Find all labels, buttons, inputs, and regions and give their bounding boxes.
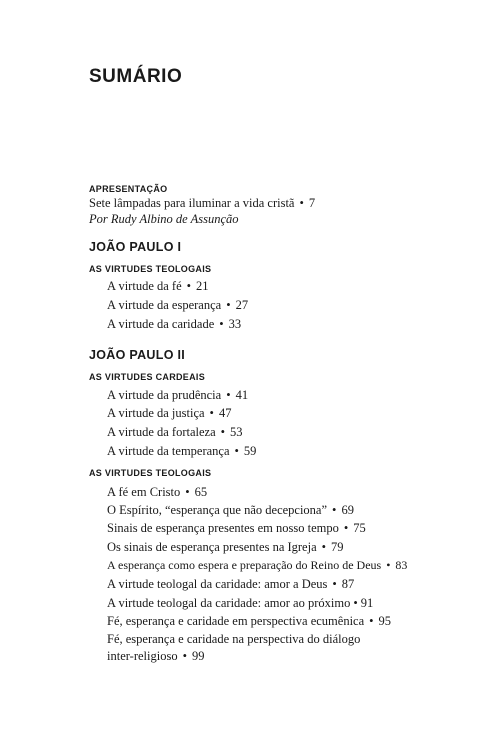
bullet-separator: • [219, 317, 224, 331]
bullet-separator: • [234, 444, 239, 458]
section-label-cardeais: AS VIRTUDES CARDEAIS [89, 372, 206, 382]
toc-entry-title: A virtude da prudência [107, 388, 222, 402]
toc-entry-page: 69 [341, 503, 354, 517]
toc-entry[interactable] [89, 196, 315, 211]
toc-entry[interactable] [107, 388, 248, 403]
toc-entry-title: A esperança como espera e preparação do Reino de Deus [107, 558, 382, 572]
bullet-separator: • [186, 279, 192, 293]
bullet-separator: • [321, 540, 327, 554]
bullet-separator: • [220, 425, 226, 439]
part-heading-jp1: JOÃO PAULO I [89, 240, 182, 254]
toc-entry[interactable] [107, 406, 231, 421]
toc-entry[interactable] [107, 521, 366, 536]
toc-entry-title: A virtude teologal da caridade: amor a Deus [107, 577, 328, 591]
toc-entry-page: 53 [230, 425, 243, 439]
toc-entry-title: A virtude da justiça [107, 406, 205, 420]
toc-entry-page: 83 [395, 558, 408, 572]
toc-entry-title: O Espírito, “esperança que não decepciona” [107, 503, 328, 517]
toc-entry[interactable] [107, 279, 209, 294]
toc-entry[interactable] [107, 485, 207, 500]
toc-entry[interactable] [107, 503, 354, 518]
toc-entry-page: 99 [191, 649, 205, 663]
toc-entry-page: 65 [194, 485, 208, 499]
toc-entry-page: 59 [243, 444, 257, 458]
toc-entry[interactable] [107, 444, 256, 459]
toc-entry-title: Fé, esperança e caridade na perspectiva do diálogo [107, 632, 361, 646]
toc-entry-page: 47 [218, 406, 232, 420]
toc-entry-page: 33 [228, 317, 242, 331]
toc-entry-byline: Por Rudy Albino de Assunção [89, 212, 239, 226]
toc-entry-title: A virtude da fortaleza [107, 425, 216, 439]
toc-entry-page: 75 [353, 521, 366, 535]
toc-entry-title: A virtude da caridade [107, 317, 215, 331]
toc-entry-title: A virtude da fé [107, 279, 182, 293]
bullet-separator: • [332, 503, 337, 517]
toc-entry[interactable] [107, 596, 373, 611]
toc-entry-page: 7 [308, 196, 316, 210]
toc-entry-page: 95 [378, 614, 392, 628]
toc-entry-title: Fé, esperança e caridade em perspectiva ecumênica [107, 614, 365, 628]
toc-entry-page: 87 [341, 577, 355, 591]
page-title: SUMÁRIO [89, 66, 183, 87]
toc-entry[interactable] [107, 425, 243, 440]
toc-entry-title: A virtude da esperança [107, 298, 222, 312]
bullet-separator: • [226, 298, 231, 312]
toc-entry[interactable] [107, 540, 344, 555]
toc-entry-title: A virtude da temperança [107, 444, 230, 458]
toc-entry-page: 21 [196, 279, 209, 293]
toc-entry-title: A virtude teologal da caridade: amor ao próximo [107, 596, 351, 610]
bullet-separator: • [353, 596, 358, 610]
bullet-separator: • [386, 558, 391, 572]
bullet-separator: • [182, 649, 187, 663]
toc-entry-title: inter-religioso [107, 649, 178, 663]
part-heading-jp2: JOÃO PAULO II [89, 348, 186, 362]
section-label-teologais: AS VIRTUDES TEOLOGAIS [89, 264, 212, 274]
bullet-separator: • [299, 196, 304, 210]
toc-entry-page: 79 [331, 540, 344, 554]
bullet-separator: • [209, 406, 214, 420]
toc-entry-page: 41 [235, 388, 249, 402]
bullet-separator: • [332, 577, 337, 591]
bullet-separator: • [369, 614, 374, 628]
toc-entry-page: 27 [235, 298, 249, 312]
toc-entry-title: Sete lâmpadas para iluminar a vida cristã [89, 196, 295, 210]
bullet-separator: • [226, 388, 231, 402]
toc-entry[interactable] [107, 558, 407, 573]
bullet-separator: • [185, 485, 190, 499]
toc-entry[interactable] [107, 577, 354, 592]
toc-entry-continuation[interactable] [107, 649, 204, 664]
toc-entry[interactable] [107, 298, 248, 313]
toc-entry[interactable] [107, 632, 360, 647]
bullet-separator: • [343, 521, 349, 535]
section-label-apresentacao: APRESENTAÇÃO [89, 184, 168, 194]
toc-entry-page: 91 [360, 596, 374, 610]
toc-entry[interactable] [107, 614, 391, 629]
toc-entry-title: Sinais de esperança presentes em nosso tempo [107, 521, 339, 535]
section-label-teologais: AS VIRTUDES TEOLOGAIS [89, 468, 212, 478]
toc-entry[interactable] [107, 317, 241, 332]
toc-entry-title: A fé em Cristo [107, 485, 181, 499]
toc-entry-title: Os sinais de esperança presentes na Igreja [107, 540, 317, 554]
